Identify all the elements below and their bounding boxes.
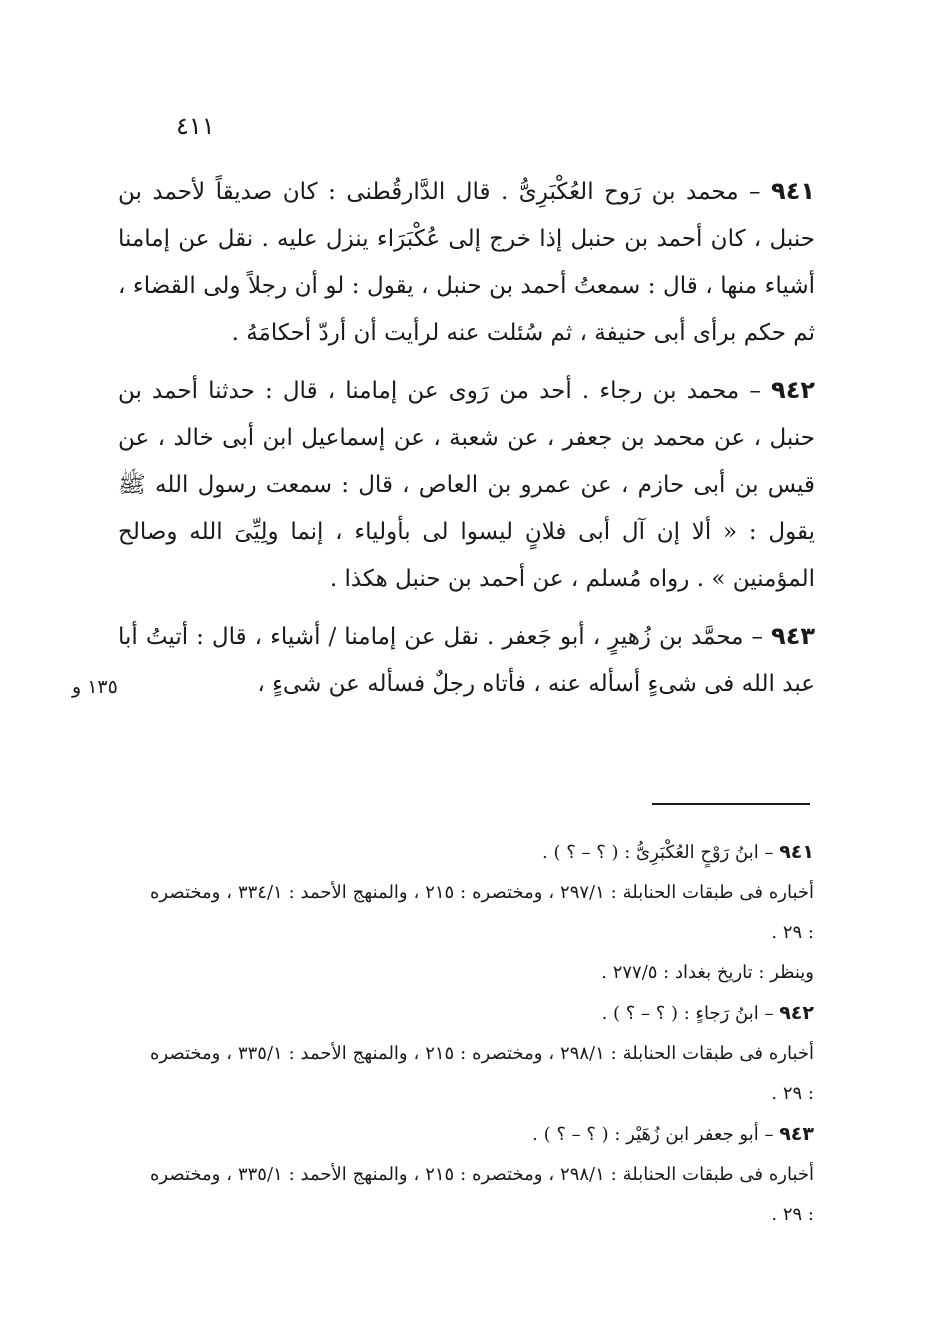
- entry-text: – محمد بن رجاء . أحد من رَوى عن إمامنا ، قال : حدثنا أحمد بن حنبل ، عن محمد بن جعفر ، عن شعبة ، عن إسماعيل ابن أبى خالد ، عن قيس بن أبى حازم ، عن عمرو بن العاص ، قال : سمعت رسول الله ﷺ يقول : « ألا إن آل أبى فلانٍ ليسوا لى بأولياء ، إنما ولِيِّىَ الله وصالح المؤمنين » . رواه مُسلم ، عن أحمد بن حنبل هكذا .: [118, 378, 815, 592]
- footnote-line: أخباره فى طبقات الحنابلة : ٢٩٨/١ ، ومختصره : ٢١٥ ، والمنهج الأحمد : ٣٣٥/١ ، ومختصره : ٢٩ .: [150, 1164, 815, 1225]
- footnote-heading: – أبو جعفر ابن زُهَيْر : ( ؟ – ؟ ) .: [532, 1124, 780, 1145]
- footnote-number: ٩٤٢: [779, 1002, 814, 1024]
- footnote-heading: – ابنُ رَجاءٍ : ( ؟ – ؟ ) .: [601, 1003, 780, 1024]
- entry-number: ٩٤١: [771, 177, 815, 205]
- entry-943: [118, 613, 815, 708]
- entry-941: [118, 168, 815, 357]
- footnote-heading: – ابنُ رَوْحٍ العُكْبَرِىُّ : ( ؟ – ؟ ) .: [542, 842, 780, 863]
- footnote-line: أخباره فى طبقات الحنابلة : ٢٩٨/١ ، ومختصره : ٢١٥ ، والمنهج الأحمد : ٣٣٥/١ ، ومختصره : ٢٩ .: [150, 1043, 815, 1104]
- entry-942: [118, 367, 815, 603]
- entry-number: ٩٤٢: [771, 376, 815, 404]
- footnote-number: ٩٤٣: [779, 1123, 814, 1145]
- footnote-title: [150, 1114, 814, 1155]
- footnote-title: [150, 832, 814, 873]
- entry-text: – محمد بن رَوح العُكْبَرِىُّ . قال الدَّارقُطنى : كان صديقاً لأحمد بن حنبل ، كان أحمد بن حنبل إذا خرج إلى عُكْبَرَاء ينزل عليه . نقل عن إمامنا أشياء منها ، قال : سمعتُ أحمد بن حنبل ، يقول : لو أن رجلاً ولى القضاء ، ثم حكم برأى أبى حنيفة ، ثم سُئلت عنه لرأيت أن أردّ أحكامَهُ .: [118, 179, 815, 346]
- footnote-line: وينظر : تاريخ بغداد : ٢٧٧/٥ .: [601, 962, 814, 983]
- footnote-title: [150, 993, 814, 1034]
- entry-number: ٩٤٣: [771, 622, 815, 650]
- footnotes: [150, 832, 814, 1235]
- footnote-943: [150, 1114, 814, 1235]
- page-number: ٤١١: [176, 112, 215, 140]
- footnote-941: [150, 832, 814, 993]
- footnote-942: [150, 993, 814, 1114]
- main-text: [118, 168, 815, 708]
- footnote-divider: [652, 803, 810, 805]
- footnote-number: ٩٤١: [779, 841, 814, 863]
- entry-text: – محمَّد بن زُهيرٍ ، أبو جَعفر . نقل عن إمامنا / أشياء ، قال : أتيتُ أبا عبد الله فى شىءٍ أسأله عنه ، فأتاه رجلٌ فسأله عن شىءٍ ،: [118, 624, 815, 697]
- manuscript-folio-marker: ١٣٥ و: [72, 676, 118, 698]
- footnote-line: أخباره فى طبقات الحنابلة : ٢٩٧/١ ، ومختصره : ٢١٥ ، والمنهج الأحمد : ٣٣٤/١ ، ومختصره : ٢٩ .: [150, 882, 815, 943]
